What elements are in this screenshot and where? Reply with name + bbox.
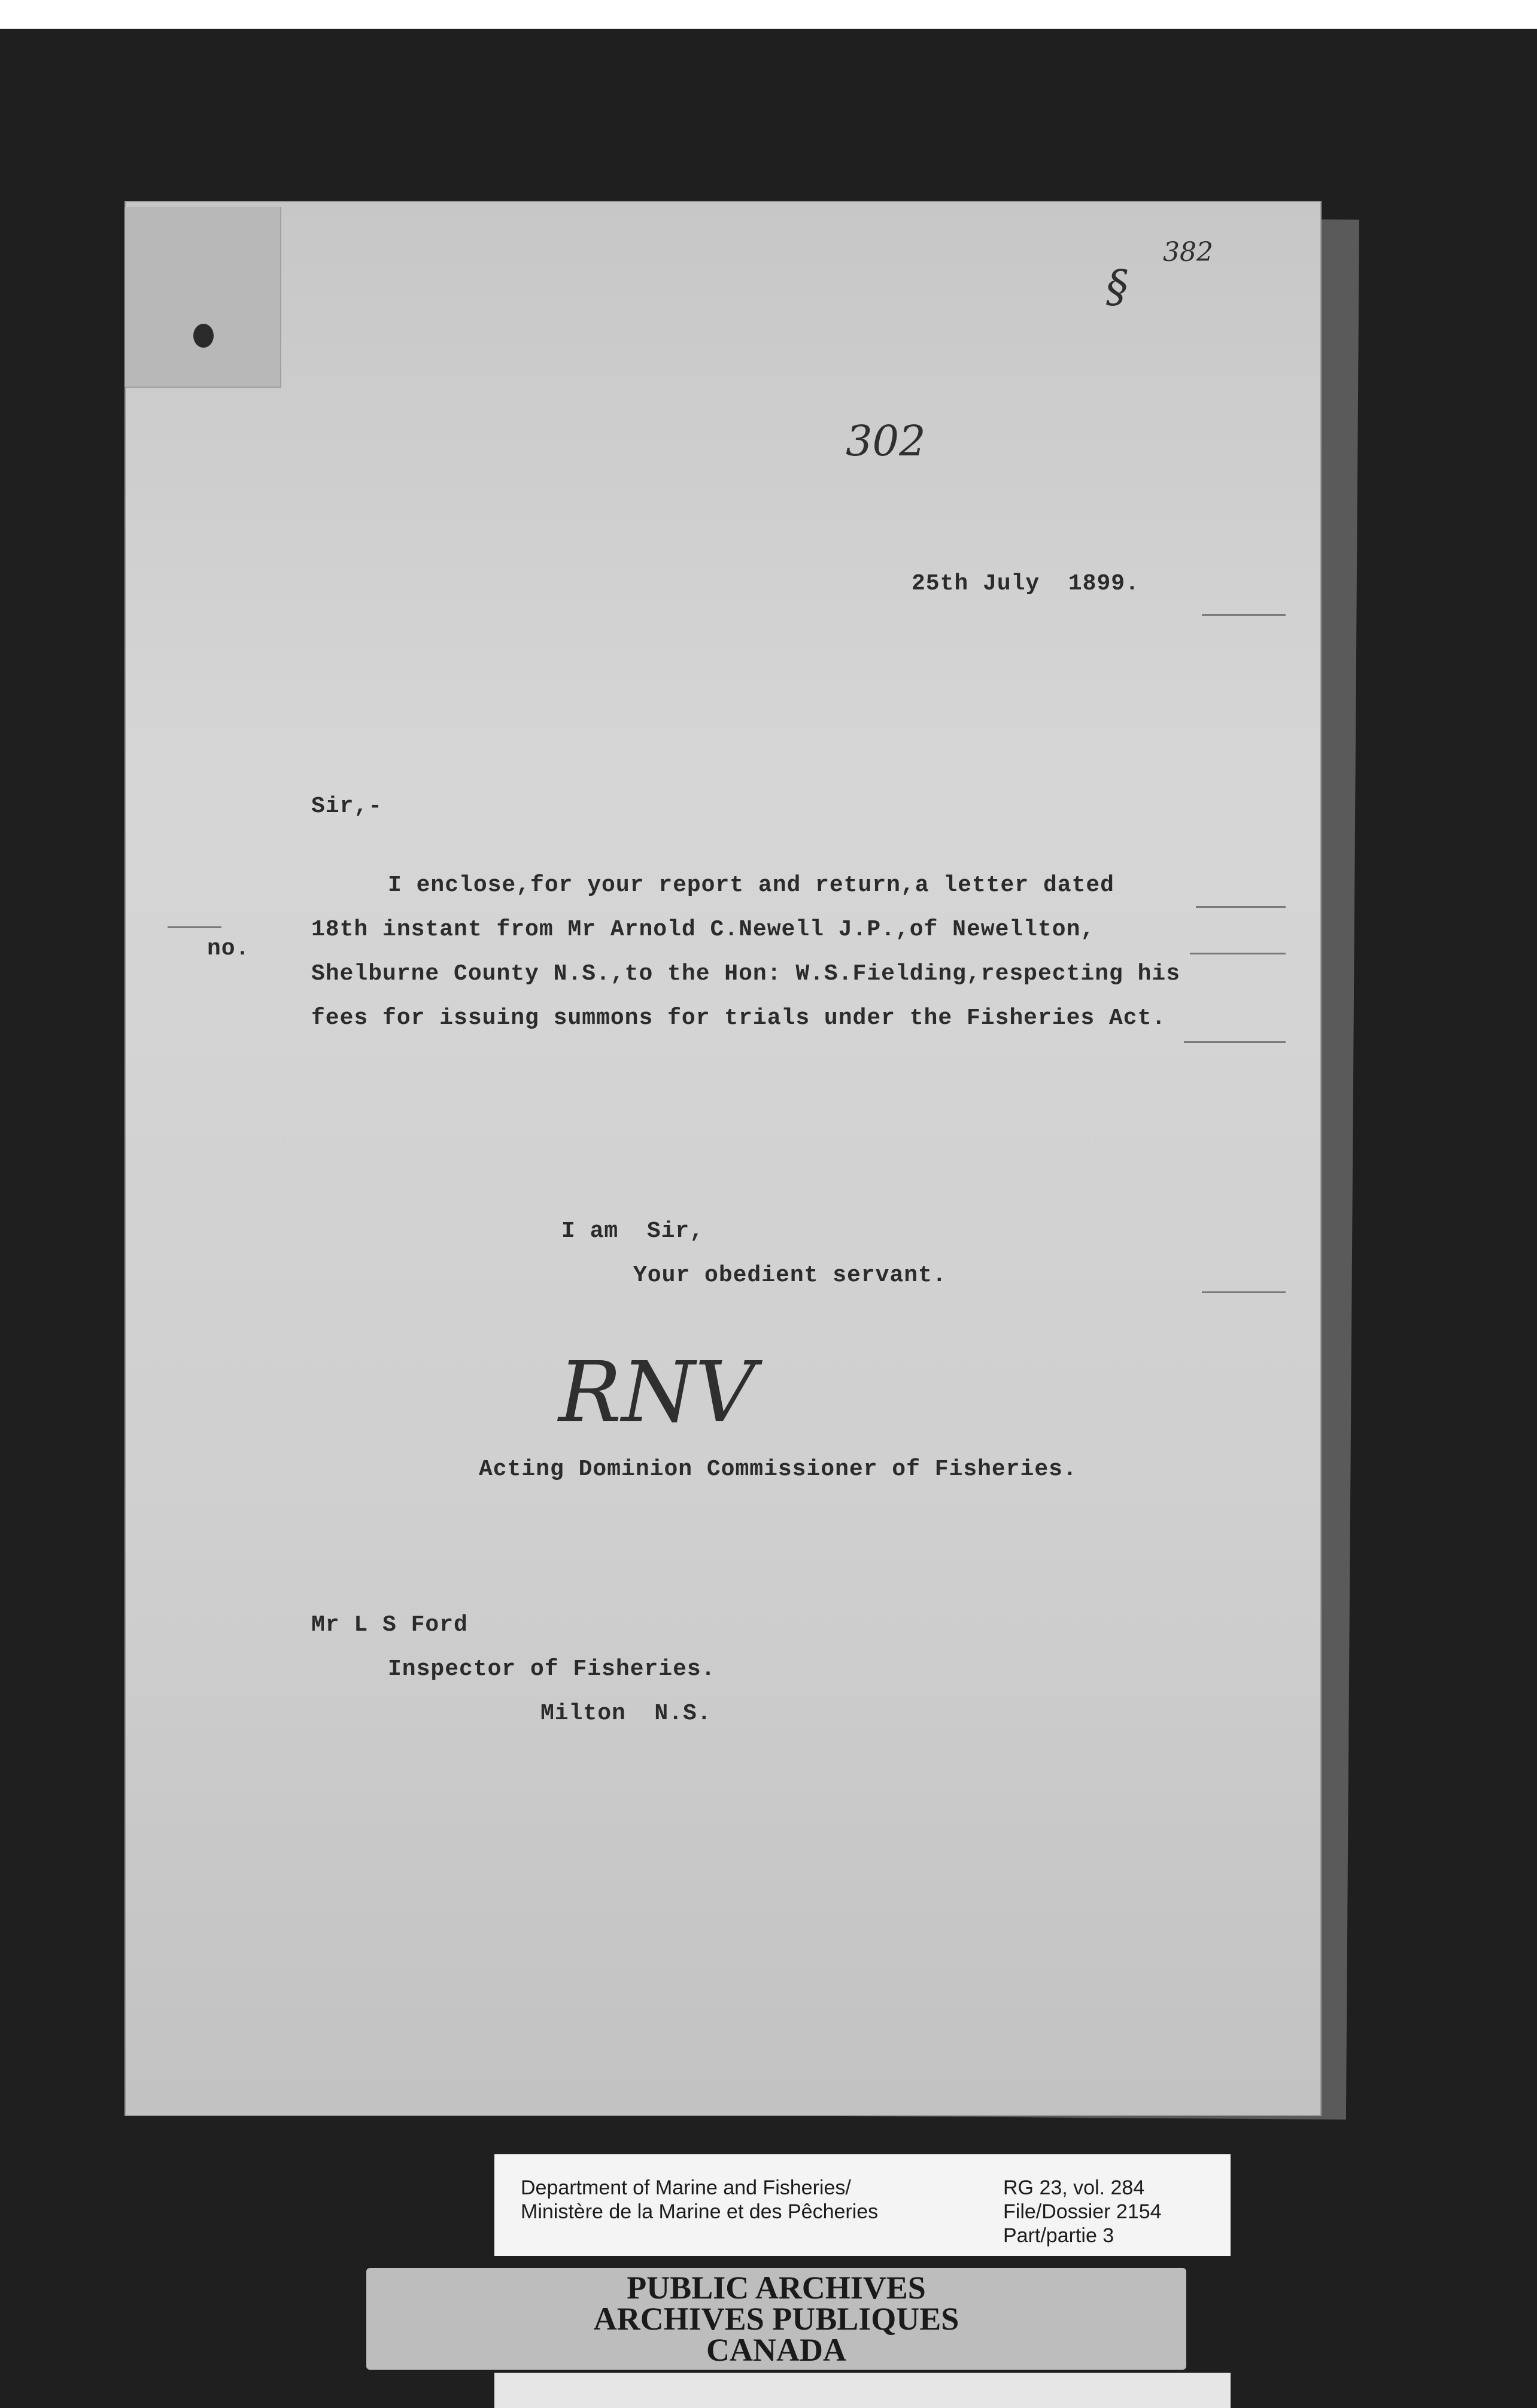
letter-page: [124, 201, 1322, 2116]
closing-line-1: I am Sir,: [561, 1218, 704, 1244]
signer-title: Acting Dominion Commissioner of Fisheries.: [479, 1457, 1077, 1482]
archive-label: [494, 2154, 1231, 2256]
stamp-line-3: CANADA: [706, 2332, 846, 2368]
margin-rule: [1196, 906, 1286, 908]
archives-stamp: [366, 2268, 1186, 2370]
archive-reference: RG 23, vol. 284: [1003, 2176, 1145, 2199]
body-line-2: 18th instant from Mr Arnold C.Newell J.P.,of Newellton,: [311, 917, 1095, 942]
body-line-1: I enclose,for your report and return,a letter dated: [388, 872, 1114, 898]
margin-rule: [1202, 1291, 1286, 1293]
folio-number: 382: [1163, 237, 1213, 267]
department-fr: Ministère de la Marine et des Pêcheries: [521, 2200, 879, 2223]
folio-mark: §: [1106, 261, 1128, 312]
corner-patch: [124, 207, 281, 388]
margin-rule: [168, 926, 221, 928]
salutation: Sir,-: [311, 793, 383, 819]
margin-rule: [1184, 1041, 1286, 1043]
closing-line-2: Your obedient servant.: [633, 1263, 947, 1288]
bottom-strip: [494, 2373, 1231, 2408]
punch-hole: [193, 324, 214, 348]
addressee-place: Milton N.S.: [540, 1701, 712, 1726]
archive-file: File/Dossier 2154: [1003, 2200, 1162, 2223]
addressee-title: Inspector of Fisheries.: [388, 1656, 716, 1682]
addressee-name: Mr L S Ford: [311, 1612, 468, 1638]
stamp-line-2: ARCHIVES PUBLIQUES: [593, 2301, 959, 2337]
department-en: Department of Marine and Fisheries/: [521, 2176, 851, 2199]
body-line-4: fees for issuing summons for trials under the Fisheries Act.: [311, 1005, 1167, 1031]
stamp-line-1: PUBLIC ARCHIVES: [627, 2270, 926, 2306]
signature: RNV: [558, 1344, 756, 1442]
letter-date: 25th July 1899.: [912, 571, 1140, 597]
archive-part: Part/partie 3: [1003, 2224, 1114, 2247]
pencil-note: 302: [846, 416, 926, 466]
margin-rule: [1202, 614, 1286, 616]
margin-rule: [1190, 953, 1286, 954]
body-line-3: Shelburne County N.S.,to the Hon: W.S.Fielding,respecting his: [311, 961, 1181, 987]
margin-note: no.: [207, 936, 250, 962]
